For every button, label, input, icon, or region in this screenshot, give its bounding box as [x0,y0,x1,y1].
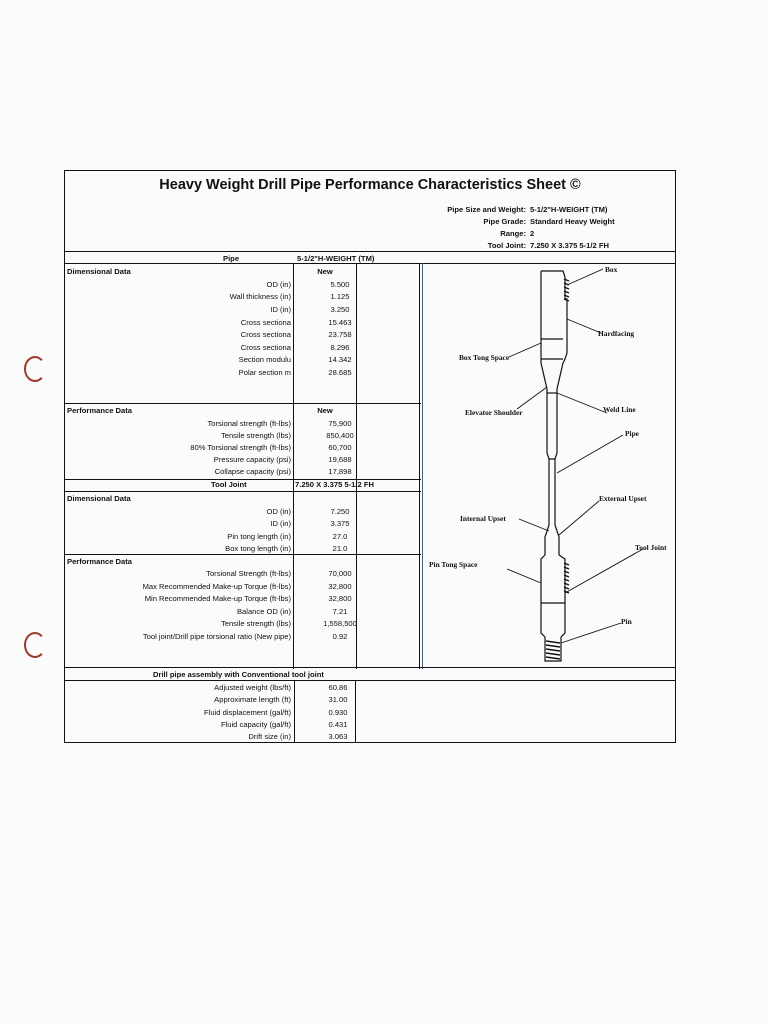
label-tool-joint: Tool Joint [635,543,667,552]
row-label: Tool joint/Drill pipe torsional ratio (New pipe) [142,632,291,641]
row-label: 80% Torsional strength (ft-lbs) [190,443,291,452]
label-internal-upset: Internal Upset [460,514,506,523]
label-hardfacing: Hardfacing [598,329,635,338]
info-label: Pipe Grade: [483,217,526,226]
info-label: Tool Joint: [487,241,526,250]
info-row-range [436,228,635,240]
row-value: 0.92 [332,632,348,641]
row-label: Torsional Strength (ft-lbs) [206,569,291,578]
row-label: Section modulu [238,355,291,364]
row-label: Cross sectiona [240,318,291,327]
info-row-size [436,204,635,216]
row-label: Drift size (in) [248,732,291,741]
row-value: 1,558,500 [323,619,357,628]
row-label: Box tong length (in) [225,544,291,553]
info-value: 7.250 X 3.375 5-1/2 FH [530,241,609,250]
section-heading: Dimensional Data [67,267,131,276]
row-value: 850,400 [326,431,354,440]
pipe-header-value: 5-1/2"H-WEIGHT (TM) [297,254,375,263]
sheet-title: Heavy Weight Drill Pipe Performance Characteristics Sheet © [159,177,581,193]
row-value: 14.342 [328,355,352,364]
section-heading: Dimensional Data [67,494,131,503]
row-label: Pin tong length (in) [227,532,291,541]
section-heading: Performance Data [67,557,132,566]
divider [65,554,421,555]
divider [65,667,675,668]
column-divider [294,680,295,743]
row-value: 70,000 [328,569,352,578]
row-value: 3.063 [328,732,348,741]
tool-joint-header-label: Tool Joint [211,480,247,489]
row-label: Balance OD (in) [236,607,291,616]
row-label: Max Recommended Make-up Torque (ft-lbs) [142,582,291,591]
column-heading-new: New [317,406,333,415]
label-box: Box [605,265,618,274]
row-value: 17,898 [328,467,352,476]
row-value: 75,900 [328,419,352,428]
row-label: Torsional strength (ft-lbs) [207,419,291,428]
row-label: Cross sectiona [240,330,291,339]
row-value: 15.463 [328,318,352,327]
row-value: 5.500 [330,280,350,289]
row-value: 32,800 [328,582,352,591]
row-label: Collapse capacity (psi) [214,467,291,476]
drill-pipe-diagram [423,263,675,667]
row-value: 60.86 [328,683,348,692]
row-label: OD (in) [266,507,291,516]
drill-pipe-drawing [423,263,675,667]
row-value: 0.431 [328,720,348,729]
label-pin: Pin [621,617,632,626]
row-value: 0.930 [328,708,348,717]
row-label: ID (in) [270,519,291,528]
pipe-header-label: Pipe [223,254,240,263]
row-value: 21.0 [332,544,348,553]
row-value: 32,800 [328,594,352,603]
row-label: ID (in) [270,305,291,314]
label-pipe: Pipe [625,429,639,438]
row-label: Tensile strength (lbs) [220,619,291,628]
info-value: 5-1/2"H-WEIGHT (TM) [530,205,608,214]
row-label: Approximate length (ft) [214,695,291,704]
assembly-heading: Drill pipe assembly with Conventional tool joint [153,670,324,679]
row-label: Fluid displacement (gal/ft) [204,708,291,717]
info-label: Pipe Size and Weight: [447,205,526,214]
row-label: OD (in) [266,280,291,289]
divider [65,680,675,681]
tool-joint-header-value: 7.250 X 3.375 5-1/2 FH [295,480,374,489]
row-value: 23.758 [328,330,352,339]
row-label: Polar section m [238,368,291,377]
row-label: Pressure capacity (psi) [213,455,291,464]
row-label: Wall thickness (in) [229,292,291,301]
row-value: 3.375 [330,519,350,528]
row-value: 1.125 [330,292,350,301]
label-box-tong-space: Box Tong Space [459,353,510,362]
info-value: 2 [530,229,535,238]
row-label: Tensile strength (lbs) [220,431,291,440]
info-value: Standard Heavy Weight [530,217,615,226]
label-pin-tong-space: Pin Tong Space [429,560,478,569]
row-value: 28.685 [328,368,352,377]
binder-hole-top [24,356,46,382]
performance-sheet [64,170,676,743]
row-value: 19,688 [328,455,352,464]
divider [65,251,675,252]
column-divider [419,263,420,669]
column-divider [293,263,294,669]
row-label: Min Recommended Make-up Torque (ft-lbs) [144,594,291,603]
row-value: 3.250 [330,305,350,314]
divider [65,491,421,492]
row-value: 60,700 [328,443,352,452]
label-external-upset: External Upset [599,494,647,503]
binder-hole-bottom [24,632,46,658]
row-value: 7.250 [330,507,350,516]
section-heading: Performance Data [67,406,132,415]
row-value: 7.21 [332,607,348,616]
divider [65,403,421,404]
pipe-info-block [436,204,635,252]
row-value: 8.296 [330,343,350,352]
row-value: 27.0 [332,532,348,541]
info-label: Range: [500,229,526,238]
row-label: Fluid capacity (gal/ft) [220,720,291,729]
info-row-grade [436,216,635,228]
label-weld-line: Weld Line [603,405,636,414]
row-value: 31.00 [328,695,348,704]
row-label: Cross sectiona [240,343,291,352]
row-label: Adjusted weight (lbs/ft) [214,683,291,692]
label-elevator-shoulder: Elevator Shoulder [465,408,523,417]
column-heading-new: New [317,267,333,276]
